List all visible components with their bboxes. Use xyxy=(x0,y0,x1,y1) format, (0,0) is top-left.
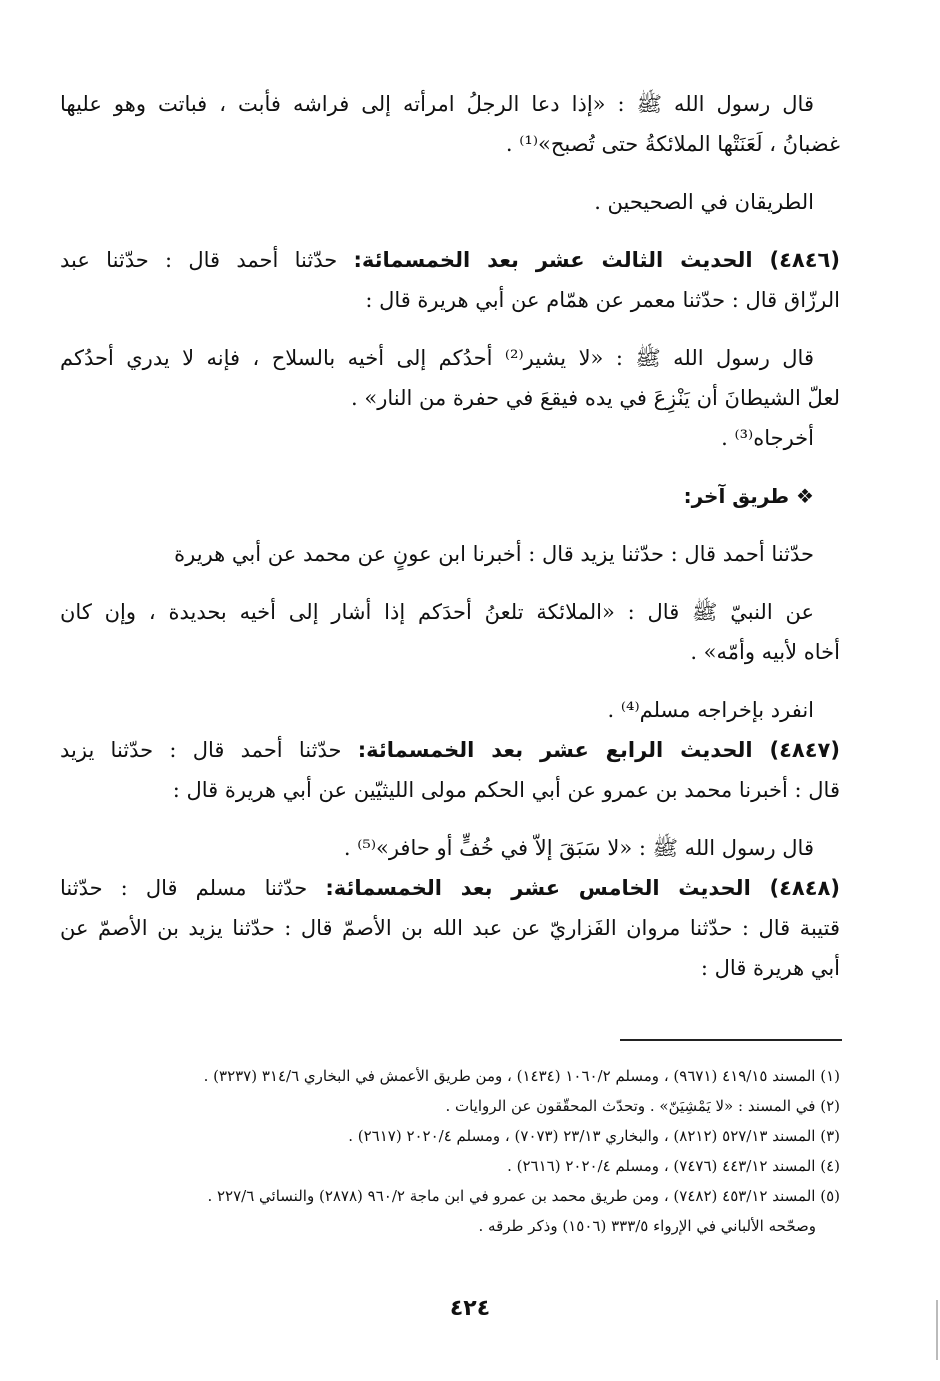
text-line: أبي هريرة قال : xyxy=(700,956,840,980)
text-line: حدّثنا أحمد قال : حدّثنا يزيد قال : أخبرنا ابن عونٍ عن محمد عن أبي هريرة xyxy=(174,542,814,566)
text-line: الطريقان في الصحيحين . xyxy=(594,190,814,214)
text-line: انفرد بإخراجه مسلم⁽⁴⁾ . xyxy=(607,698,814,722)
hadith-heading: (٤٨٤٧) الحديث الرابع عشر بعد الخمسمائة: xyxy=(357,738,840,762)
main-text xyxy=(60,84,840,988)
text-line: أخرجاه⁽³⁾ . xyxy=(721,426,814,450)
text-line: لعلّ الشيطانَ أن يَنْزِعَ في يده فيقعَ في حفرة من النار» . xyxy=(351,386,840,410)
scan-edge xyxy=(936,1300,938,1360)
text-line: قال رسول الله ﷺ : «لا يشير⁽²⁾ أحدُكم إلى أخيه بالسلاح ، فإنه لا يدري أحدُكم xyxy=(60,346,814,370)
text-line: قتيبة قال : حدّثنا مروان الفَزاريّ عن عبد الله بن الأصمّ قال : حدّثنا يزيد بن الأصمّ عن xyxy=(60,916,840,940)
text-line: قال : أخبرنا محمد بن عمرو عن أبي الحكم مولى الليثيّين عن أبي هريرة قال : xyxy=(172,778,840,802)
footnote-divider xyxy=(620,1039,842,1041)
footnote-continuation: وصحّحه الألباني في الإرواء ٣٣٣/٥ (١٥٠٦) وذكر طرقه . xyxy=(478,1217,816,1235)
footnote: (٣) المسند ٥٢٧/١٣ (٨٢١٢) ، والبخاري ٢٣/١٣ (٧٠٧٣) ، ومسلم ٢٠٢٠/٤ (٢٦١٧) . xyxy=(348,1127,840,1145)
hadith-heading: (٤٨٤٦) الحديث الثالث عشر بعد الخمسمائة: xyxy=(353,248,840,272)
sub-heading-line xyxy=(60,476,840,516)
sub-heading: ❖ طريق آخر: xyxy=(683,484,814,508)
hadith-heading-line xyxy=(60,240,840,280)
footnote: (٥) المسند ٤٥٣/١٢ (٧٤٨٢) ، ومن طريق محمد بن عمرو في ابن ماجة ٩٦٠/٢ (٢٨٧٨) والنسائي ٢٢٧/٦ . xyxy=(207,1187,840,1205)
hadith-heading-line xyxy=(60,730,840,770)
text-line: قال رسول الله ﷺ : «إذا دعا الرجلُ امرأته إلى فراشه فأبت ، فباتت وهو عليها xyxy=(60,92,814,116)
text-line: غضبانُ ، لَعَنَتْها الملائكةُ حتى تُصبح»⁽¹⁾ . xyxy=(505,132,840,156)
text-line: أخاه لأبيه وأمّه» . xyxy=(690,640,840,664)
footnotes xyxy=(60,1061,840,1241)
text-line: قال رسول الله ﷺ : «لا سَبَقَ إلاّ في خُفٍّ أو حافر»⁽⁵⁾ . xyxy=(343,836,814,860)
footnote: (٤) المسند ٤٤٣/١٢ (٧٤٧٦) ، ومسلم ٢٠٢٠/٤ (٢٦١٦) . xyxy=(507,1157,840,1175)
text-line: حدّثنا أحمد قال : حدّثنا يزيد xyxy=(60,738,342,762)
text-line: عن النبيّ ﷺ قال : «الملائكة تلعنُ أحدَكم إذا أشار إلى أخيه بحديدة ، وإن كان xyxy=(60,600,814,624)
text-line: حدّثنا مسلم قال : حدّثنا xyxy=(60,876,308,900)
footnote: (١) المسند ٤١٩/١٥ (٩٦٧١) ، ومسلم ١٠٦٠/٢ (١٤٣٤) ، ومن طريق الأعمش في البخاري ٣١٤/٦ (٣٢٣٧) . xyxy=(203,1067,840,1085)
hadith-heading-line xyxy=(60,868,840,908)
footnote: (٢) في المسند : «لا يَمْشِيَنّ» . وتحدّث المحقّقون عن الروايات . xyxy=(445,1097,840,1115)
hadith-heading: (٤٨٤٨) الحديث الخامس عشر بعد الخمسمائة: xyxy=(325,876,840,900)
text-line: حدّثنا أحمد قال : حدّثنا عبد xyxy=(60,248,338,272)
page-number: ٤٢٤ xyxy=(449,1296,491,1321)
text-line: الرزّاق قال : حدّثنا معمر عن همّام عن أبي هريرة قال : xyxy=(365,288,840,312)
